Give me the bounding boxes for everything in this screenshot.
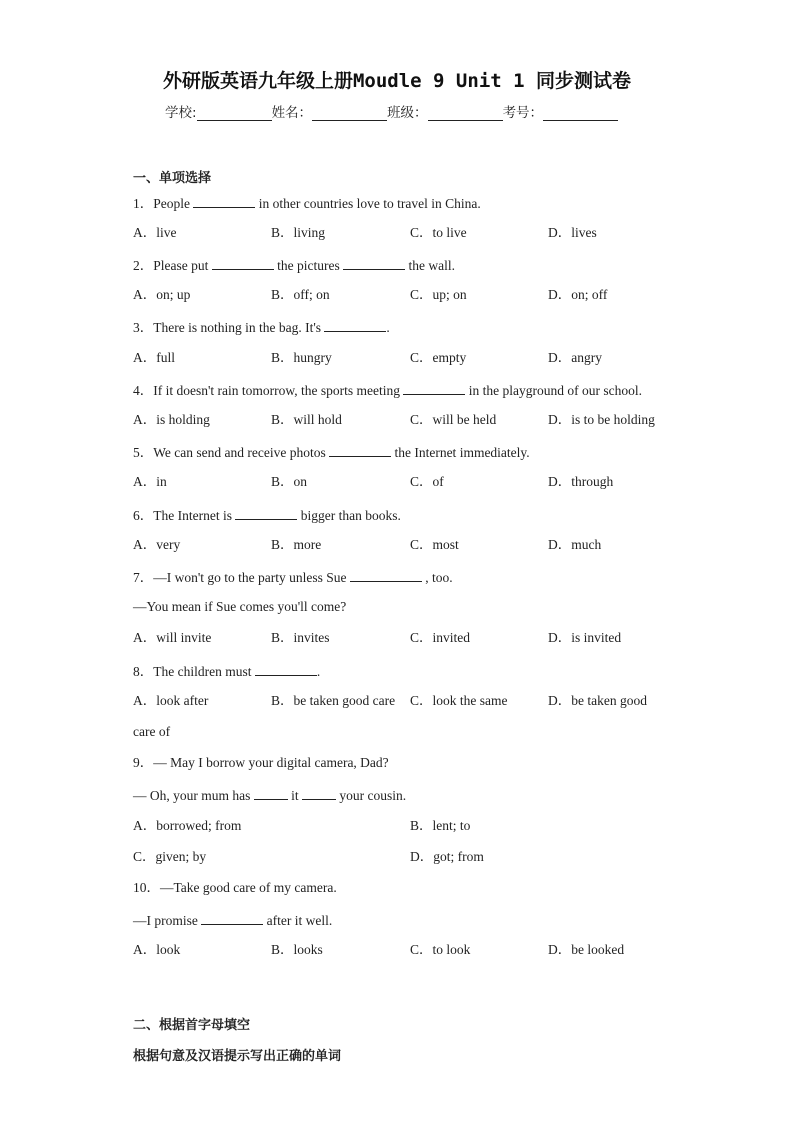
number-label: 考号： (502, 105, 544, 121)
option-b[interactable]: B．looks (271, 942, 323, 957)
answer-blank[interactable] (329, 443, 391, 457)
option-a[interactable]: A．on; up (133, 287, 191, 302)
school-label: 学校: (165, 105, 197, 121)
option-c[interactable]: C．given; by (133, 849, 207, 864)
option-d[interactable]: D．got; from (410, 849, 484, 864)
option-a[interactable]: A．very (133, 537, 181, 552)
option-a[interactable]: A．look (133, 942, 181, 957)
option-c[interactable]: C．will be held (410, 412, 497, 427)
section-2-instruction: 根据句意及汉语提示写出正确的单词 (133, 1049, 342, 1064)
student-info (165, 101, 618, 121)
question-3: 3．There is nothing in the bag. It's . (133, 320, 390, 335)
option-c[interactable]: C．invited (410, 630, 470, 645)
option-a[interactable]: A．is holding (133, 412, 210, 427)
option-d-continued: care of (133, 724, 171, 739)
option-b[interactable]: B．more (271, 537, 322, 552)
option-d[interactable]: D．on; off (548, 287, 608, 302)
question-2: 2．Please put the pictures the wall. (133, 258, 455, 273)
option-c[interactable]: C．to live (410, 225, 467, 240)
option-d[interactable]: D．lives (548, 225, 597, 240)
option-a[interactable]: A．will invite (133, 630, 212, 645)
answer-blank[interactable] (403, 381, 465, 395)
question-6: 6．The Internet is bigger than books. (133, 508, 401, 523)
answer-blank[interactable] (302, 786, 336, 800)
number-field[interactable] (543, 106, 618, 121)
option-b[interactable]: B．off; on (271, 287, 330, 302)
question-5: 5．We can send and receive photos the Internet immediately. (133, 445, 530, 460)
section-2-title: 二、根据首字母填空 (133, 1018, 251, 1033)
option-b[interactable]: B．living (271, 225, 326, 240)
option-d[interactable]: D．angry (548, 350, 602, 365)
section-1-title: 一、单项选择 (133, 171, 212, 186)
option-d[interactable]: D．is to be holding (548, 412, 655, 427)
option-d[interactable]: D．be looked (548, 942, 625, 957)
option-c[interactable]: C．of (410, 474, 444, 489)
answer-blank[interactable] (324, 318, 386, 332)
option-b[interactable]: B．be taken good care (271, 693, 396, 708)
option-c[interactable]: C．empty (410, 350, 467, 365)
question-4: 4．If it doesn't rain tomorrow, the sports meeting in the playground of our school. (133, 383, 642, 398)
option-d[interactable]: D．through (548, 474, 614, 489)
answer-blank[interactable] (235, 506, 297, 520)
option-a[interactable]: A．live (133, 225, 177, 240)
question-7-reply: —You mean if Sue comes you'll come? (133, 599, 347, 614)
class-field[interactable] (428, 106, 503, 121)
option-b[interactable]: B．on (271, 474, 308, 489)
question-10-reply: —I promise after it well. (133, 913, 333, 928)
question-1: 1．People in other countries love to travel in China. (133, 196, 481, 211)
answer-blank[interactable] (212, 256, 274, 270)
answer-blank[interactable] (350, 568, 422, 582)
name-field[interactable] (312, 106, 387, 121)
option-c[interactable]: C．up; on (410, 287, 467, 302)
option-c[interactable]: C．most (410, 537, 459, 552)
option-b[interactable]: B．will hold (271, 412, 342, 427)
name-label: 姓名： (271, 105, 313, 121)
option-b[interactable]: B．lent; to (410, 818, 471, 833)
option-b[interactable]: B．hungry (271, 350, 332, 365)
answer-blank[interactable] (343, 256, 405, 270)
question-7: 7．—I won't go to the party unless Sue , too. (133, 570, 453, 585)
question-8: 8．The children must . (133, 664, 321, 679)
page-title: 外研版英语九年级上册Moudle 9 Unit 1 同步测试卷 (162, 70, 632, 92)
option-d[interactable]: D．much (548, 537, 602, 552)
question-10: 10．—Take good care of my camera. (133, 880, 337, 895)
option-a[interactable]: A．in (133, 474, 167, 489)
school-field[interactable] (197, 106, 272, 121)
option-c[interactable]: C．look the same (410, 693, 508, 708)
answer-blank[interactable] (193, 194, 255, 208)
question-9-reply: — Oh, your mum has it your cousin. (133, 788, 407, 803)
class-label: 班级： (387, 105, 428, 121)
option-d[interactable]: D．is invited (548, 630, 622, 645)
answer-blank[interactable] (254, 786, 288, 800)
option-a[interactable]: A．full (133, 350, 175, 365)
option-a[interactable]: A．look after (133, 693, 209, 708)
option-d[interactable]: D．be taken good (548, 693, 647, 708)
question-9: 9．— May I borrow your digital camera, Dad? (133, 755, 389, 770)
answer-blank[interactable] (201, 911, 263, 925)
option-a[interactable]: A．borrowed; from (133, 818, 242, 833)
option-c[interactable]: C．to look (410, 942, 471, 957)
answer-blank[interactable] (255, 662, 317, 676)
option-b[interactable]: B．invites (271, 630, 330, 645)
